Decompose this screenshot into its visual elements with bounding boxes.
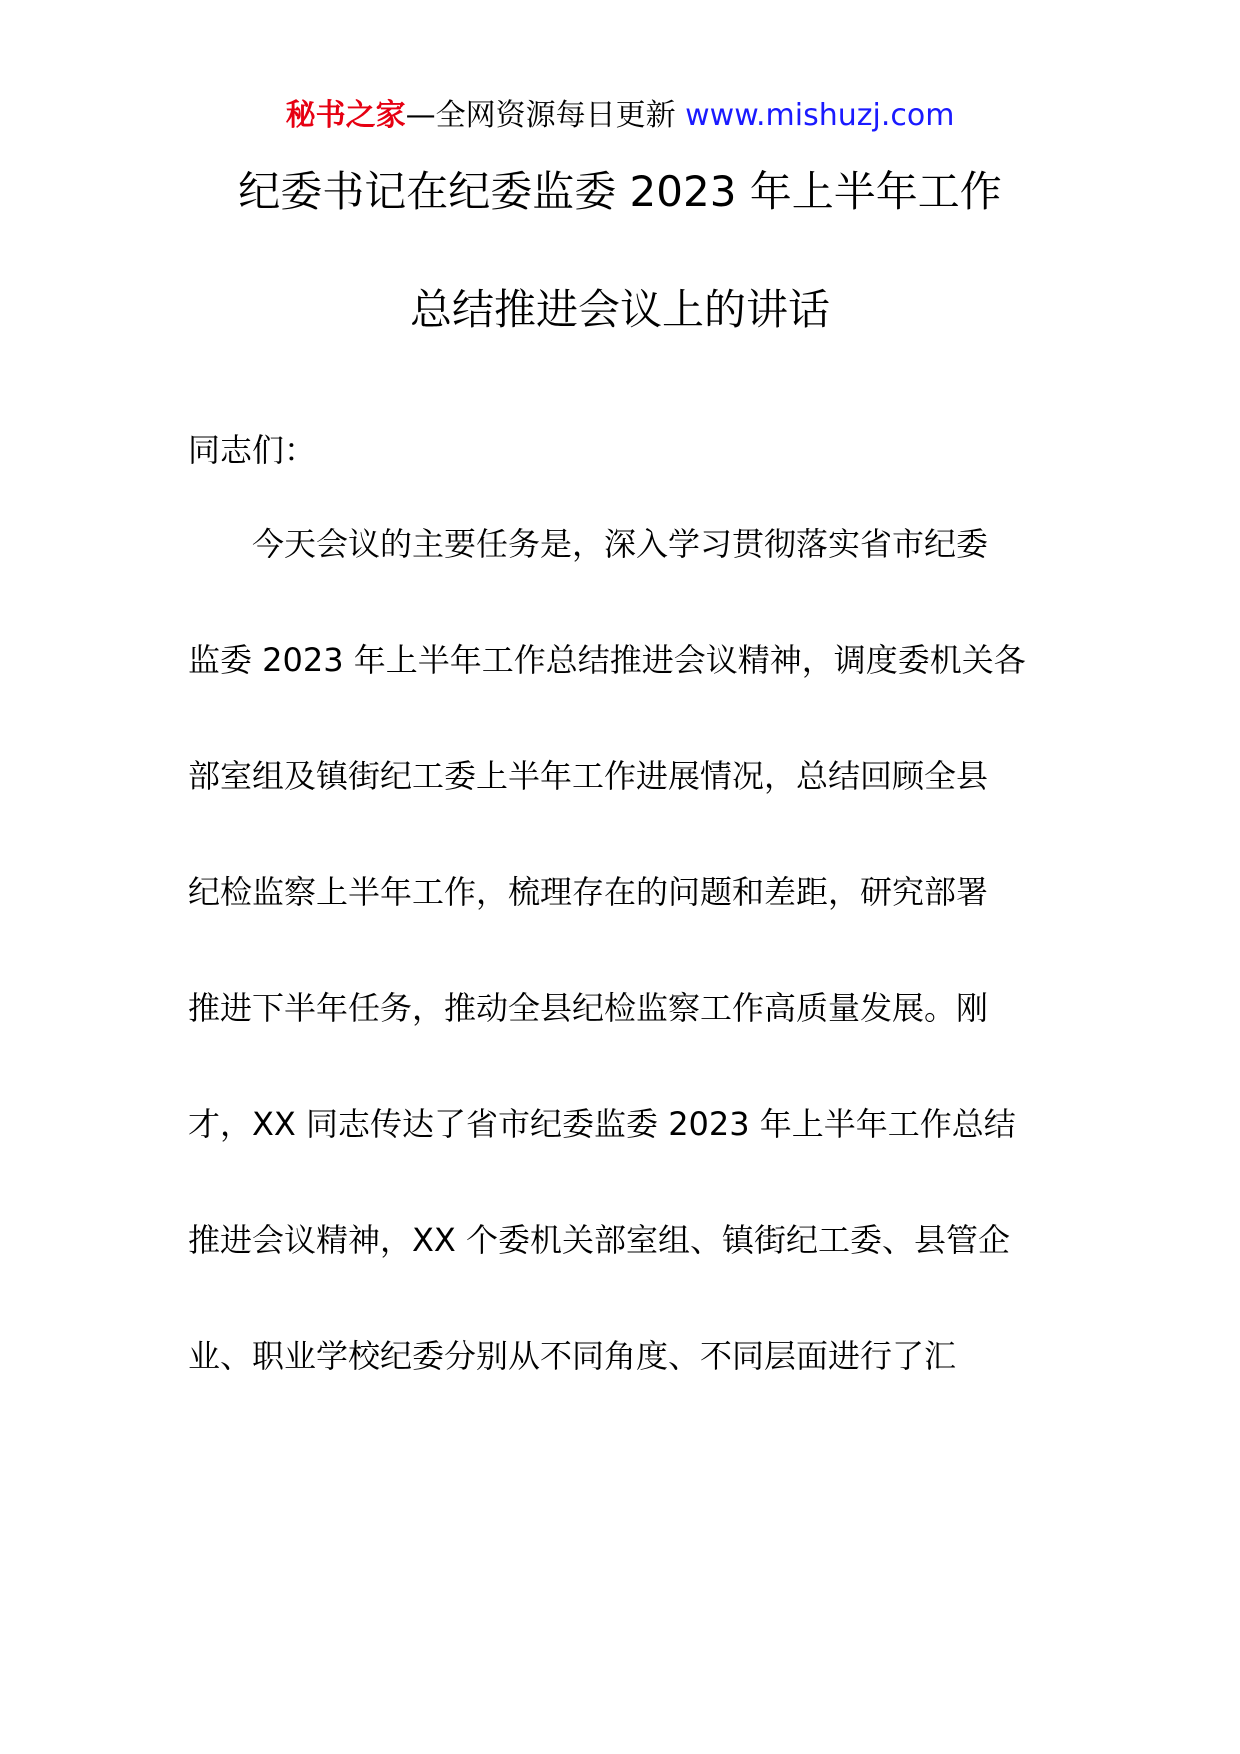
- paragraph-line: 纪检监察上半年工作，梳理存在的问题和差距，研究部署: [188, 873, 989, 911]
- salutation: 同志们：: [188, 431, 317, 469]
- paragraph-line: 监委 2023 年上半年工作总结推进会议精神，调度委机关各: [188, 641, 1026, 679]
- paragraph-line: 推进下半年任务，推动全县纪检监察工作高质量发展。刚: [188, 989, 989, 1027]
- paragraph-line: 推进会议精神，XX 个委机关部室组、镇街纪工委、县管企: [188, 1221, 1011, 1259]
- paragraph-line: 今天会议的主要任务是，深入学习贯彻落实省市纪委: [252, 525, 989, 563]
- paragraph-line: 才，XX 同志传达了省市纪委监委 2023 年上半年工作总结: [188, 1105, 1016, 1143]
- site-tagline: —全网资源每日更新: [405, 98, 676, 133]
- paragraph-line: 部室组及镇街纪工委上半年工作进展情况，总结回顾全县: [188, 757, 989, 795]
- site-brand-name: 秘书之家: [285, 98, 406, 133]
- site-banner: [0, 96, 1240, 136]
- document-title-line-2: 总结推进会议上的讲话: [409, 285, 830, 334]
- paragraph-line: 业、职业学校纪委分别从不同角度、不同层面进行了汇: [188, 1337, 957, 1375]
- document-title-line-1: 纪委书记在纪委监委 2023 年上半年工作: [238, 167, 1002, 216]
- site-url-link[interactable]: www.mishuzj.com: [685, 98, 955, 133]
